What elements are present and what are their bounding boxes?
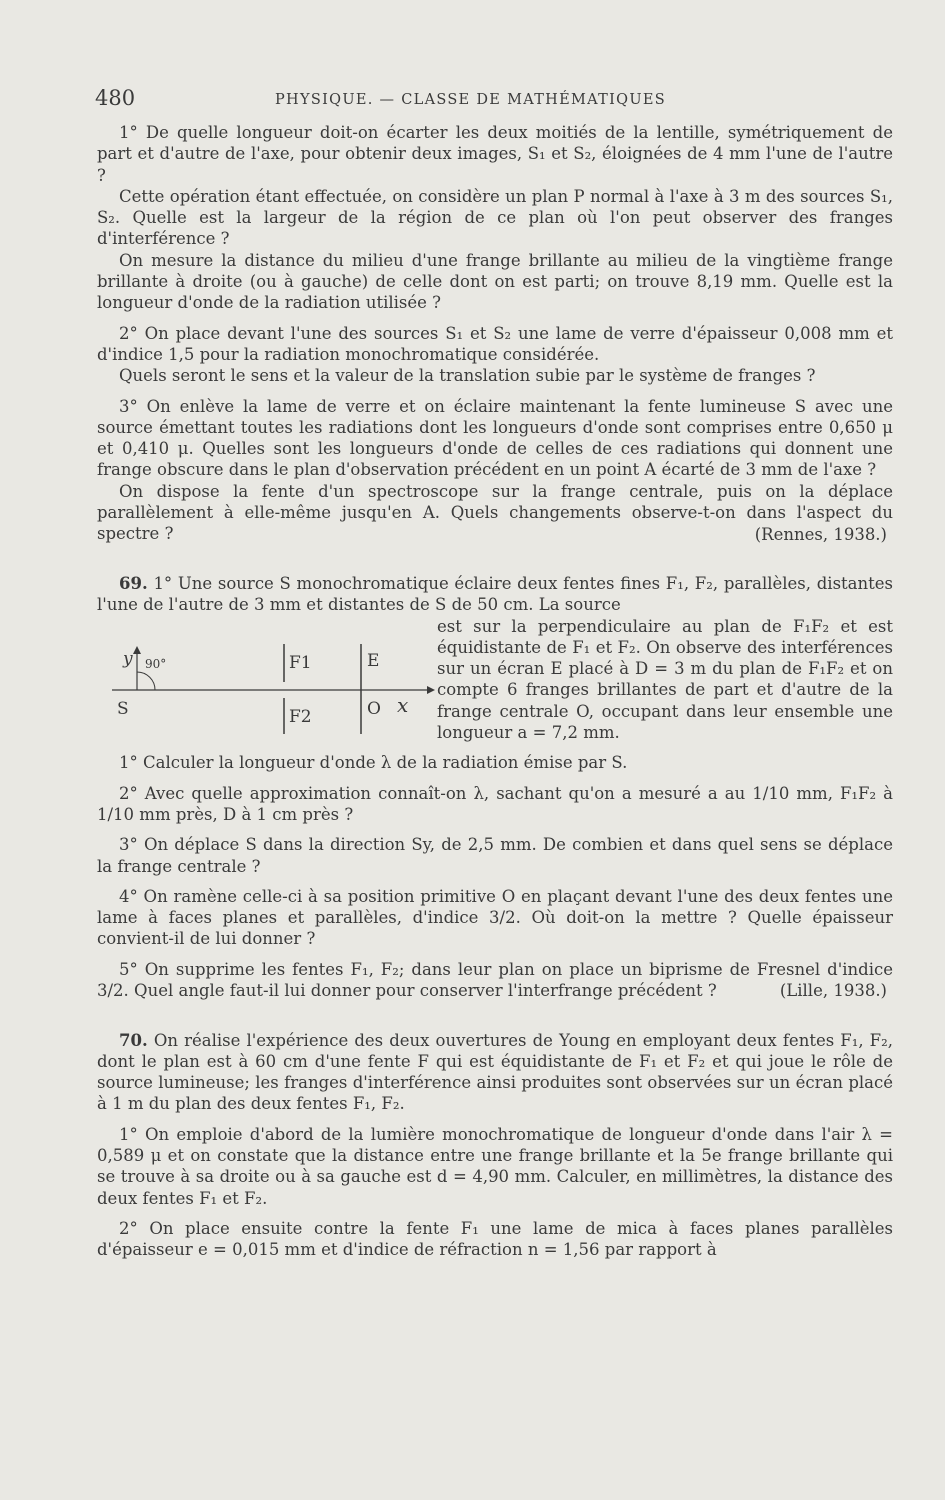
exercise-69-intro bbox=[97, 573, 893, 616]
label-e: E bbox=[367, 650, 380, 671]
page-header bbox=[95, 86, 895, 116]
label-angle: 90° bbox=[145, 656, 167, 671]
paragraph: 2° On place devant l'une des sources S₁ et S₂ une lame de verre d'épaisseur 0,008 mm et d'indice 1,5 pour la radiation monochromatique considérée. bbox=[97, 323, 893, 364]
y-axis-arrow bbox=[133, 646, 141, 654]
label-s: S bbox=[117, 698, 129, 719]
exercise-70-intro-text: On réalise l'expérience des deux ouvertures de Young en employant deux fentes F₁, F₂, dont le plan est à 60 cm d'une fente F qui est équidistante de F₁ et F₂ et qui joue le rôle de source lumineuse; les franges d'interférence ainsi produites sont observées sur un écran placé à 1 m du plan des deux fentes F₁, F₂. bbox=[97, 1030, 893, 1114]
body-text bbox=[97, 122, 893, 1261]
exercise-69-intro-b: est sur la perpendiculaire au plan de F₁F₂ et est équidistante de F₁ et F₂. On observe des interférences sur un écran E placé à D = 3 m du plan de F₁F₂ et on compte 6 franges brillantes de part et d'autre de la frange centrale O, occupant dans leur ensemble une longueur a = 7,2 mm. bbox=[437, 616, 893, 743]
source-citation: (Rennes, 1938.) bbox=[754, 524, 887, 544]
paragraph: 1° De quelle longueur doit-on écarter les deux moitiés de la lentille, symétriquement de part et d'autre de l'axe, pour obtenir deux images, S₁ et S₂, éloignées de 4 mm l'une de l'autre ? bbox=[97, 123, 893, 185]
exercise-number: 69. bbox=[119, 573, 148, 593]
label-o: O bbox=[367, 698, 381, 719]
question: 2° On place ensuite contre la fente F₁ une lame de mica à faces planes parallèles d'épaisseur e = 0,015 mm et d'indice de réfraction n = 1,56 par rapport à bbox=[97, 1218, 893, 1260]
paragraph: Quels seront le sens et la valeur de la translation subie par le système de franges ? bbox=[119, 366, 816, 386]
exercise-70-intro bbox=[97, 1030, 893, 1115]
label-x: x bbox=[397, 692, 409, 717]
right-angle-arc bbox=[137, 672, 155, 690]
page-number: 480 bbox=[95, 86, 136, 110]
figure-young-slits bbox=[97, 622, 437, 742]
paragraph: On dispose la fente d'un spectroscope sur la frange centrale, puis on la déplace parallèlement à elle-même jusqu'en A. Quels changements observe-t-on dans l'aspect du spectre ? bbox=[97, 481, 893, 544]
question: 1° Calculer la longueur d'onde λ de la radiation émise par S. bbox=[119, 753, 628, 773]
question: 5° On supprime les fentes F₁, F₂; dans leur plan on place un biprisme de Fresnel d'indice 3/2. Quel angle faut-il lui donner pour conserver l'interfrange précédent ? bbox=[97, 959, 893, 1000]
question: 1° On emploie d'abord de la lumière monochromatique de longueur d'onde dans l'air λ = 0,589 μ et on constate que la distance entre une frange brillante et la 5e frange brillante qui se trouve à sa droite ou à sa gauche est d = 4,90 mm. Calculer, en millimètres, la distance des deux fentes F₁ et F₂. bbox=[97, 1124, 893, 1208]
x-axis-arrow bbox=[427, 686, 435, 694]
label-f1: F1 bbox=[289, 652, 312, 673]
exercise-number: 70. bbox=[119, 1030, 148, 1050]
paragraph: 3° On enlève la lame de verre et on éclaire maintenant la fente lumineuse S avec une source émettant toutes les radiations dont les longueurs d'onde sont comprises entre 0,650 μ et 0,410 μ. Quelles sont les longueurs d'onde de celles de ces radiations qui donnent une frange obscure dans le plan d'observation précédent en un point A écarté de 3 mm de l'axe ? bbox=[97, 396, 893, 480]
question: 2° Avec quelle approximation connaît-on λ, sachant qu'on a mesuré a au 1/10 mm, F₁F₂ à 1/10 mm près, D à 1 cm près ? bbox=[97, 783, 893, 824]
label-f2: F2 bbox=[289, 706, 312, 727]
question: 3° On déplace S dans la direction Sy, de 2,5 mm. De combien et dans quel sens se déplace la frange centrale ? bbox=[97, 835, 893, 876]
paragraph: On mesure la distance du milieu d'une frange brillante au milieu de la vingtième frange brillante à droite (ou à gauche) de celle dont on est parti; on trouve 8,19 mm. Quelle est la longueur d'onde de la radiation utilisée ? bbox=[97, 250, 893, 313]
label-y: y bbox=[123, 648, 133, 669]
paragraph: Cette opération étant effectuée, on considère un plan P normal à l'axe à 3 m des sources S₁, S₂. Quelle est la largeur de la région de ce plan où l'on peut observer des franges d'interférence ? bbox=[97, 186, 893, 249]
running-title: PHYSIQUE. — CLASSE DE MATHÉMATIQUES bbox=[275, 92, 666, 108]
question: 4° On ramène celle-ci à sa position primitive O en plaçant devant l'une des deux fentes une lame à faces planes et parallèles, d'indice 3/2. Où doit-on la mettre ? Quelle épaisseur convient-il de lui donner ? bbox=[97, 886, 893, 949]
exercise-69-intro-a: 1° Une source S monochromatique éclaire deux fentes fines F₁, F₂, parallèles, distantes l'une de l'autre de 3 mm et distantes de S de 50 cm. La source bbox=[97, 573, 893, 615]
source-citation: (Lille, 1938.) bbox=[779, 981, 887, 1001]
figure-diagram bbox=[97, 622, 437, 742]
